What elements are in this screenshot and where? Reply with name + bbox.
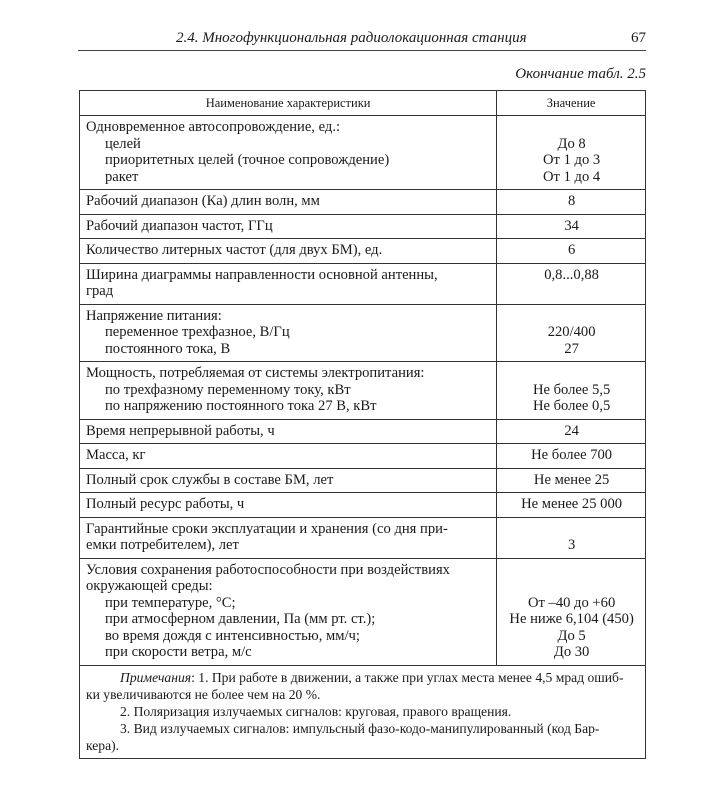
- table-row: [80, 444, 646, 469]
- row-name: Мощность, потребляемая от системы электропитания:: [86, 365, 425, 381]
- row-subitem: постоянного тока, В: [105, 340, 231, 357]
- row-name: Ширина диаграммы направленности основной антенны,: [86, 266, 438, 283]
- row-name-cell: [80, 263, 497, 304]
- row-subitem: по напряжению постоянного тока 27 В, кВт: [105, 398, 377, 414]
- table-row: [80, 239, 646, 264]
- row-name: Условия сохранения работоспособности при воздействиях: [86, 561, 450, 578]
- row-value: До 5: [557, 627, 586, 644]
- page-number: 67: [631, 30, 646, 46]
- table-row: [80, 190, 646, 215]
- row-value: 8: [497, 190, 646, 215]
- table-row: [80, 263, 646, 304]
- row-value: До 30: [553, 644, 590, 660]
- table-row: [80, 116, 646, 190]
- row-subitem: во время дождя с интенсивностью, мм/ч;: [105, 627, 360, 644]
- row-name: Время непрерывной работы, ч: [80, 419, 497, 444]
- row-name: Напряжение питания:: [86, 307, 222, 324]
- row-subitem: приоритетных целей (точное сопровождение): [105, 152, 390, 168]
- table-row: [80, 419, 646, 444]
- row-name: Одновременное автосопровождение, ед.:: [86, 119, 341, 135]
- column-header-name: Наименование характеристики: [80, 91, 497, 116]
- note-1-text: : 1. При работе в движении, а также при углах места менее 4,5 мрад ошиб-: [191, 669, 624, 685]
- row-name: Рабочий диапазон (Ка) длин волн, мм: [80, 190, 497, 215]
- row-subitem: переменное трехфазное, В/Гц: [105, 324, 290, 340]
- row-name-cell: [80, 517, 497, 558]
- row-name-cell: [80, 116, 497, 190]
- row-value-cell: [497, 304, 646, 362]
- notes-cell: [80, 665, 646, 758]
- row-value: От 1 до 4: [543, 168, 601, 185]
- row-name-cell: [80, 304, 497, 362]
- row-subitem: при скорости ветра, м/с: [105, 644, 252, 660]
- row-value-cell: [497, 517, 646, 558]
- row-value: От 1 до 3: [543, 152, 601, 168]
- row-subitem: целей: [105, 135, 141, 152]
- row-value: Не менее 25: [497, 468, 646, 493]
- note-3: 3. Вид излучаемых сигналов: импульсный фазо-кодо-манипулированный (код Бар-: [120, 720, 600, 736]
- row-value-cell: [497, 362, 646, 420]
- running-title: 2.4. Многофункциональная радиолокационная станция: [176, 30, 527, 46]
- row-value: До 8: [557, 135, 586, 152]
- table-row: [80, 304, 646, 362]
- notes-row: [80, 665, 646, 758]
- row-value: 0,8...0,88: [497, 263, 646, 304]
- table-row: [80, 558, 646, 665]
- row-value: 6: [497, 239, 646, 264]
- row-name-cell: [80, 558, 497, 665]
- row-value-cell: [497, 116, 646, 190]
- row-value: 27: [564, 340, 579, 357]
- row-value: Не более 5,5: [532, 381, 611, 398]
- row-value: От –40 до +60: [527, 594, 616, 611]
- row-subitem: ракет: [105, 168, 139, 185]
- table-row: [80, 517, 646, 558]
- row-value: Не более 700: [497, 444, 646, 469]
- row-name: Масса, кг: [80, 444, 497, 469]
- row-name: Полный ресурс работы, ч: [80, 493, 497, 518]
- row-subitem: при температуре, °С;: [105, 594, 236, 611]
- row-value: Не менее 25 000: [497, 493, 646, 518]
- row-value: 24: [497, 419, 646, 444]
- row-subitem: по трехфазному переменному току, кВт: [105, 381, 351, 398]
- row-value: 34: [497, 214, 646, 239]
- row-subitem: при атмосферном давлении, Па (мм рт. ст.);: [105, 611, 376, 627]
- table-row: [80, 214, 646, 239]
- row-value: Не ниже 6,104 (450): [509, 611, 634, 627]
- table-row: [80, 362, 646, 420]
- row-name-cell: [80, 362, 497, 420]
- row-name-continued: окружающей среды:: [86, 578, 213, 594]
- page-header: [78, 28, 646, 51]
- note-1: [86, 669, 640, 686]
- table-row: [80, 468, 646, 493]
- row-name-continued: град: [86, 283, 114, 299]
- row-name: Гарантийные сроки эксплуатации и хранения (со дня при-: [86, 520, 448, 537]
- note-1-continued: ки увеличиваются не более чем на 20 %.: [86, 686, 321, 702]
- row-name-continued: емки потребителем), лет: [86, 537, 239, 553]
- notes-label: Примечания: [120, 669, 192, 685]
- row-value: 3: [567, 537, 576, 553]
- row-value: Не более 0,5: [532, 398, 611, 414]
- table-header-row: [80, 91, 646, 116]
- row-name: Рабочий диапазон частот, ГГц: [80, 214, 497, 239]
- row-name: Полный срок службы в составе БМ, лет: [80, 468, 497, 493]
- row-name: Количество литерных частот (для двух БМ), ед.: [80, 239, 497, 264]
- table-caption: Окончание табл. 2.5: [515, 66, 646, 82]
- note-3-continued: кера).: [86, 737, 120, 753]
- spec-table: [79, 90, 646, 759]
- note-2: 2. Поляризация излучаемых сигналов: круговая, правого вращения.: [120, 703, 512, 719]
- row-value: 220/400: [547, 324, 596, 340]
- column-header-value: Значение: [497, 91, 646, 116]
- table-row: [80, 493, 646, 518]
- row-value-cell: [497, 558, 646, 665]
